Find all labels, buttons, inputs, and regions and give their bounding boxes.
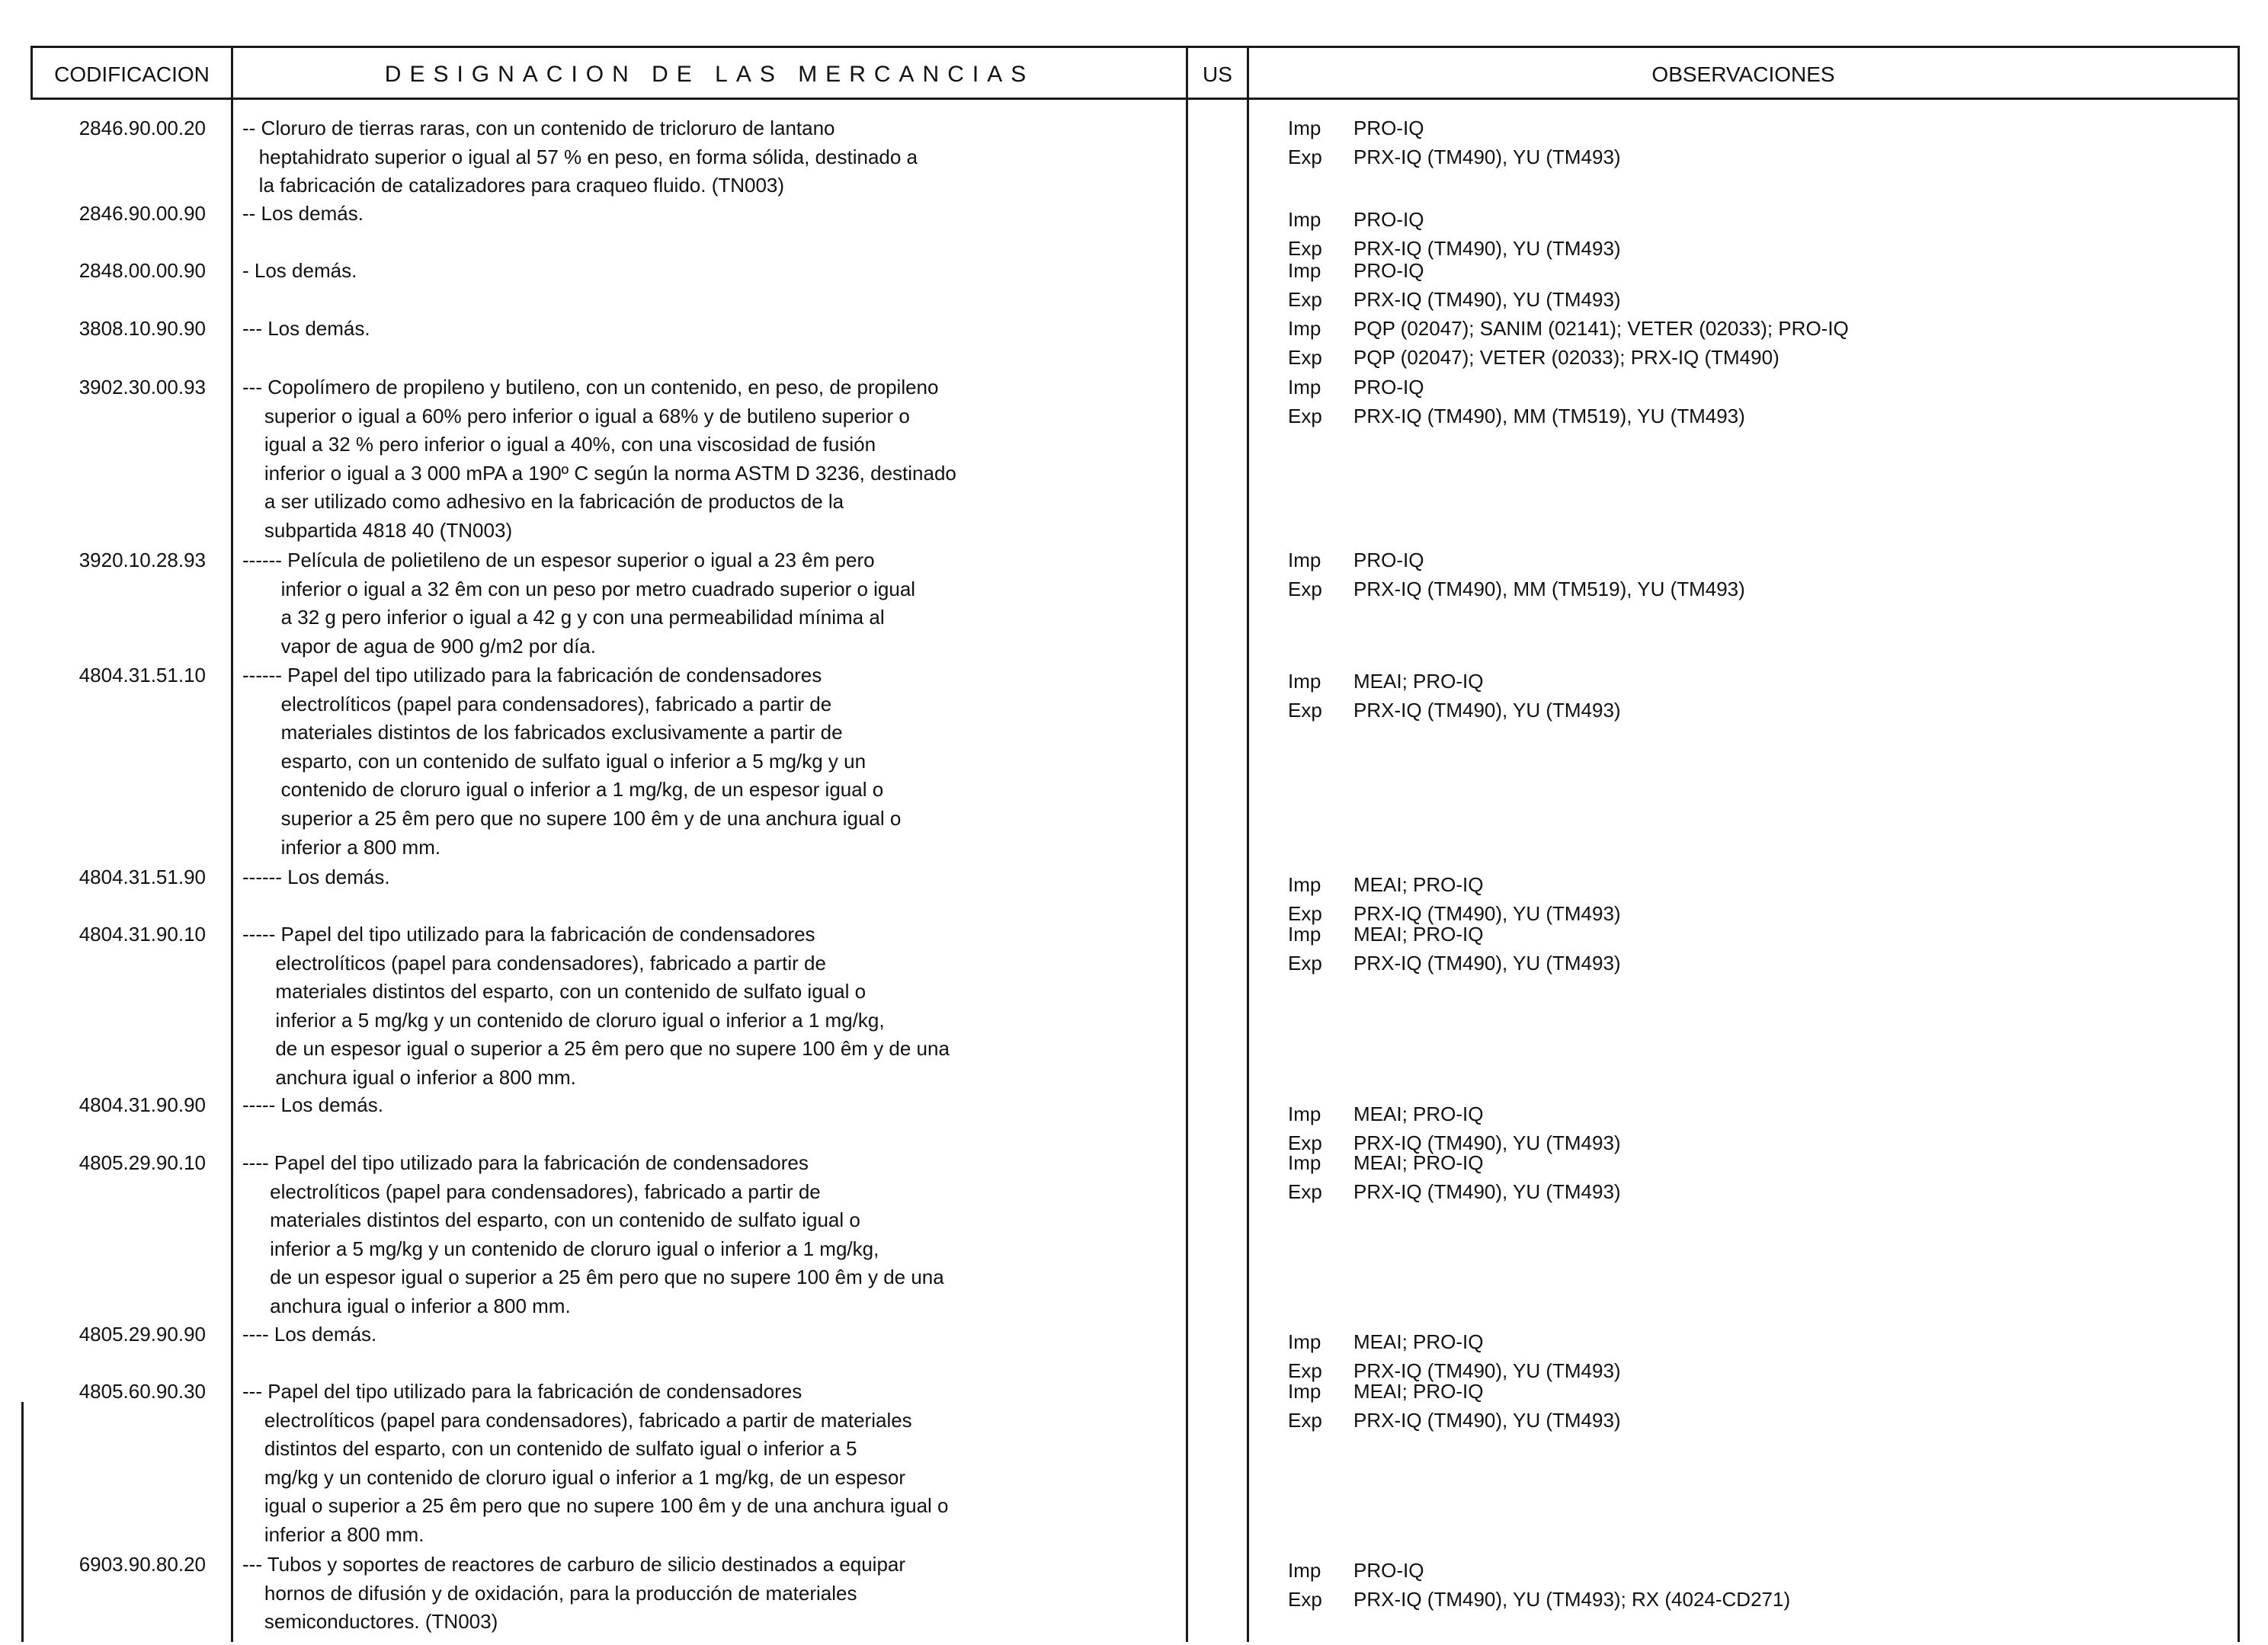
row-designation xyxy=(242,920,1195,1093)
designation-line: - Los demás. xyxy=(242,259,357,282)
observation-value: MEAI; PRO-IQ xyxy=(1353,873,1484,896)
designation-line: --- Los demás. xyxy=(242,317,370,340)
designation-line: vapor de agua de 900 g/m2 por día. xyxy=(242,634,596,658)
row-observations xyxy=(1288,667,2202,725)
row-designation xyxy=(242,114,1195,200)
observation-value: PRX-IQ (TM490), YU (TM493) xyxy=(1353,1179,1621,1203)
observation-type: Exp xyxy=(1288,951,1322,975)
designation-line: mg/kg y un contenido de cloruro igual o inferior a 1 mg/kg, de un espesor xyxy=(242,1465,906,1489)
observation-value: MEAI; PRO-IQ xyxy=(1353,670,1484,693)
row-designation xyxy=(242,200,1195,229)
row-designation xyxy=(242,863,1195,892)
observation-line xyxy=(1288,1557,2202,1586)
observation-value: PRX-IQ (TM490), MM (TM519), YU (TM493) xyxy=(1353,577,1745,600)
header-us: US xyxy=(1203,62,1232,86)
row-code: 3920.10.28.93 xyxy=(78,549,206,571)
row-observations xyxy=(1288,1149,2202,1206)
observation-type: Exp xyxy=(1288,287,1322,311)
observation-value: PRX-IQ (TM490), YU (TM493) xyxy=(1353,1359,1621,1382)
observation-value: PRX-IQ (TM490), YU (TM493) xyxy=(1353,698,1621,722)
designation-line: igual a 32 % pero inferior o igual a 40%, con una viscosidad de fusión xyxy=(242,433,876,456)
designation-line: heptahidrato superior o igual al 57 % en peso, en forma sólida, destinado a xyxy=(242,145,918,168)
designation-line: igual o superior a 25 êm pero que no supere 100 êm y de una anchura igual o xyxy=(242,1494,949,1518)
left-edge-fragment xyxy=(21,1402,24,1642)
observation-line xyxy=(1288,114,2202,143)
observation-type: Exp xyxy=(1288,1179,1322,1203)
designation-line: electrolíticos (papel para condensadores), fabricado a partir de xyxy=(242,951,826,975)
observation-value: MEAI; PRO-IQ xyxy=(1353,1380,1484,1403)
row-code: 4804.31.90.90 xyxy=(78,1093,206,1116)
observation-value: PRO-IQ xyxy=(1353,1559,1424,1582)
observation-line xyxy=(1288,143,2202,172)
observation-value: PRO-IQ xyxy=(1353,117,1424,139)
designation-line: distintos del esparto, con un contenido de sulfato igual o inferior a 5 xyxy=(242,1437,857,1461)
observation-value: PRX-IQ (TM490), YU (TM493) xyxy=(1353,1408,1621,1432)
observation-type: Imp xyxy=(1288,873,1321,896)
row-code: 3808.10.90.90 xyxy=(78,317,206,340)
designation-line: superior a 25 êm pero que no supere 100 êm y de una anchura igual o xyxy=(242,806,902,830)
designation-line: inferior a 5 mg/kg y un contenido de cloruro igual o inferior a 1 mg/kg, xyxy=(242,1237,879,1260)
observation-line xyxy=(1288,667,2202,696)
designation-line: contenido de cloruro igual o inferior a 1 mg/kg, de un espesor igual o xyxy=(242,778,884,802)
observation-type: Imp xyxy=(1288,1103,1321,1125)
observation-type: Imp xyxy=(1288,376,1321,398)
observation-line xyxy=(1288,206,2202,235)
designation-line: inferior o igual a 32 êm con un peso por metro cuadrado superior o igual xyxy=(242,577,916,600)
observation-line xyxy=(1288,402,2202,431)
designation-line: ------ Película de polietileno de un espesor superior o igual a 23 êm pero xyxy=(242,549,875,571)
observation-type: Exp xyxy=(1288,1131,1322,1154)
designation-line: inferior o igual a 3 000 mPA a 190º C según la norma ASTM D 3236, destinado xyxy=(242,461,956,485)
observation-type: Imp xyxy=(1288,259,1321,282)
observation-value: MEAI; PRO-IQ xyxy=(1353,1330,1484,1353)
designation-line: materiales distintos del esparto, con un contenido de sulfato igual o xyxy=(242,980,867,1003)
row-designation xyxy=(242,1378,1195,1550)
row-designation xyxy=(242,1149,1195,1321)
row-designation xyxy=(242,661,1195,862)
observation-value: PRX-IQ (TM490), YU (TM493); RX (4024-CD271) xyxy=(1353,1587,1791,1611)
row-observations xyxy=(1288,1557,2202,1614)
observation-value: PRX-IQ (TM490), YU (TM493) xyxy=(1353,236,1621,260)
designation-line: electrolíticos (papel para condensadores), fabricado a partir de xyxy=(242,1179,821,1203)
observation-type: Imp xyxy=(1288,923,1321,946)
designation-line: la fabricación de catalizadores para craqueo fluido. (TN003) xyxy=(242,174,785,197)
designation-line: ----- Los demás. xyxy=(242,1093,383,1116)
row-code: 2846.90.00.20 xyxy=(78,117,206,139)
row-code: 2848.00.00.90 xyxy=(78,259,206,282)
designation-line: ------ Papel del tipo utilizado para la fabricación de condensadores xyxy=(242,664,822,686)
observation-line xyxy=(1288,315,2202,344)
row-observations xyxy=(1288,1328,2202,1385)
designation-line: semiconductores. (TN003) xyxy=(242,1610,498,1634)
designation-line: superior o igual a 60% pero inferior o igual a 68% y de butileno superior o xyxy=(242,404,910,427)
header-code: CODIFICACION xyxy=(54,62,210,86)
row-observations xyxy=(1288,1378,2202,1435)
observation-type: Exp xyxy=(1288,577,1322,600)
table-top-border xyxy=(30,46,2239,48)
designation-line: ---- Papel del tipo utilizado para la fabricación de condensadores xyxy=(242,1151,809,1174)
observation-value: MEAI; PRO-IQ xyxy=(1353,923,1484,946)
row-designation xyxy=(242,1091,1195,1120)
observation-type: Imp xyxy=(1288,1330,1321,1353)
designation-line: --- Tubos y soportes de reactores de carburo de silicio destinados a equipar xyxy=(242,1553,906,1576)
us-column-divider xyxy=(1247,46,1249,1642)
observation-value: PRX-IQ (TM490), YU (TM493) xyxy=(1353,1131,1621,1154)
observation-value: PRO-IQ xyxy=(1353,259,1424,282)
observation-type: Exp xyxy=(1288,698,1322,722)
designation-line: ---- Los demás. xyxy=(242,1323,377,1346)
row-code: 4805.60.90.30 xyxy=(78,1380,206,1403)
observation-value: PRX-IQ (TM490), YU (TM493) xyxy=(1353,951,1621,975)
designation-line: a ser utilizado como adhesivo en la fabricación de productos de la xyxy=(242,490,844,514)
observation-line xyxy=(1288,373,2202,402)
observation-line xyxy=(1288,1586,2202,1615)
row-code: 2846.90.00.90 xyxy=(78,202,206,225)
observation-line xyxy=(1288,286,2202,315)
designation-line: subpartida 4818 40 (TN003) xyxy=(242,518,513,542)
row-code: 4804.31.51.10 xyxy=(78,664,206,686)
designation-line: inferior a 5 mg/kg y un contenido de cloruro igual o inferior a 1 mg/kg, xyxy=(242,1008,885,1032)
designation-line: -- Los demás. xyxy=(242,202,364,225)
observation-line xyxy=(1288,1407,2202,1435)
observation-line xyxy=(1288,575,2202,604)
observation-value: PRO-IQ xyxy=(1353,376,1424,398)
observation-line xyxy=(1288,546,2202,575)
observation-line xyxy=(1288,1149,2202,1178)
row-designation xyxy=(242,1551,1195,1637)
row-designation xyxy=(242,546,1195,661)
observation-line xyxy=(1288,920,2202,949)
observation-line xyxy=(1288,1328,2202,1357)
observation-line xyxy=(1288,1378,2202,1407)
row-code: 4805.29.90.10 xyxy=(78,1151,206,1174)
designation-line: de un espesor igual o superior a 25 êm pero que no supere 100 êm y de una xyxy=(242,1266,944,1289)
designation-line: electrolíticos (papel para condensadores), fabricado a partir de materiales xyxy=(242,1408,912,1432)
observation-line xyxy=(1288,257,2202,286)
designation-line: anchura igual o inferior a 800 mm. xyxy=(242,1294,571,1317)
observation-line xyxy=(1288,949,2202,978)
designation-line: de un espesor igual o superior a 25 êm pero que no supere 100 êm y de una xyxy=(242,1037,950,1061)
observation-value: PRX-IQ (TM490), YU (TM493) xyxy=(1353,287,1621,311)
observation-type: Imp xyxy=(1288,317,1321,340)
designation-line: inferior a 800 mm. xyxy=(242,835,441,859)
observation-type: Exp xyxy=(1288,345,1322,369)
designation-line: anchura igual o inferior a 800 mm. xyxy=(242,1065,576,1089)
observation-type: Exp xyxy=(1288,236,1322,260)
observation-value: MEAI; PRO-IQ xyxy=(1353,1103,1484,1125)
designation-line: hornos de difusión y de oxidación, para la producción de materiales xyxy=(242,1581,857,1605)
observation-type: Exp xyxy=(1288,1408,1322,1432)
row-observations xyxy=(1288,871,2202,928)
observation-line xyxy=(1288,696,2202,725)
observation-type: Imp xyxy=(1288,208,1321,231)
designation-line: a 32 g pero inferior o igual a 42 g y con una permeabilidad mínima al xyxy=(242,606,885,629)
header-designation: DESIGNACION DE LAS MERCANCIAS xyxy=(384,62,1035,87)
row-designation xyxy=(242,373,1195,546)
header-bottom-border xyxy=(30,98,2239,100)
designation-line: ------ Los demás. xyxy=(242,866,390,888)
observation-type: Exp xyxy=(1288,1359,1322,1382)
header-observations: OBSERVACIONES xyxy=(1651,62,1835,86)
row-observations xyxy=(1288,257,2202,314)
designation-line: ----- Papel del tipo utilizado para la fabricación de condensadores xyxy=(242,923,815,946)
observation-value: PQP (02047); VETER (02033); PRX-IQ (TM490) xyxy=(1353,345,1779,369)
observation-type: Imp xyxy=(1288,1151,1321,1174)
row-designation xyxy=(242,257,1195,286)
observation-value: PRX-IQ (TM490), YU (TM493) xyxy=(1353,145,1621,168)
observation-type: Exp xyxy=(1288,1587,1322,1611)
row-code: 6903.90.80.20 xyxy=(78,1553,206,1576)
observation-line xyxy=(1288,1178,2202,1207)
observation-type: Imp xyxy=(1288,549,1321,571)
designation-line: materiales distintos del esparto, con un contenido de sulfato igual o xyxy=(242,1208,860,1232)
designation-line: electrolíticos (papel para condensadores), fabricado a partir de xyxy=(242,692,832,715)
observation-value: PQP (02047); SANIM (02141); VETER (02033); PRO-IQ xyxy=(1353,317,1849,340)
row-observations xyxy=(1288,920,2202,978)
table-right-border xyxy=(2238,46,2240,1642)
observation-line xyxy=(1288,344,2202,373)
observation-value: PRO-IQ xyxy=(1353,208,1424,231)
code-column-divider xyxy=(231,46,233,1642)
observation-line xyxy=(1288,871,2202,900)
observation-value: MEAI; PRO-IQ xyxy=(1353,1151,1484,1174)
row-code: 4804.31.90.10 xyxy=(78,923,206,946)
row-designation xyxy=(242,1320,1195,1349)
row-observations xyxy=(1288,315,2202,372)
observation-value: PRO-IQ xyxy=(1353,549,1424,571)
designation-line: --- Copolímero de propileno y butileno, con un contenido, en peso, de propileno xyxy=(242,376,939,398)
observation-value: PRX-IQ (TM490), MM (TM519), YU (TM493) xyxy=(1353,404,1745,427)
designation-line: inferior a 800 mm. xyxy=(242,1522,424,1546)
row-observations xyxy=(1288,206,2202,263)
observation-type: Exp xyxy=(1288,901,1322,925)
observation-type: Imp xyxy=(1288,670,1321,693)
designation-line: esparto, con un contenido de sulfato igual o inferior a 5 mg/kg y un xyxy=(242,749,867,773)
observation-type: Imp xyxy=(1288,1559,1321,1582)
observation-type: Exp xyxy=(1288,145,1322,168)
observation-line xyxy=(1288,1100,2202,1129)
row-designation xyxy=(242,315,1195,344)
row-observations xyxy=(1288,546,2202,603)
row-code: 4804.31.51.90 xyxy=(78,866,206,888)
observation-type: Imp xyxy=(1288,117,1321,139)
row-observations xyxy=(1288,114,2202,171)
observation-type: Imp xyxy=(1288,1380,1321,1403)
designation-line: -- Cloruro de tierras raras, con un contenido de tricloruro de lantano xyxy=(242,117,835,139)
row-code: 4805.29.90.90 xyxy=(78,1323,206,1346)
designation-line: materiales distintos de los fabricados exclusivamente a partir de xyxy=(242,721,843,744)
designation-line: --- Papel del tipo utilizado para la fabricación de condensadores xyxy=(242,1380,802,1403)
row-observations xyxy=(1288,373,2202,430)
observation-value: PRX-IQ (TM490), YU (TM493) xyxy=(1353,901,1621,925)
row-code: 3902.30.00.93 xyxy=(78,376,206,398)
observation-type: Exp xyxy=(1288,404,1322,427)
